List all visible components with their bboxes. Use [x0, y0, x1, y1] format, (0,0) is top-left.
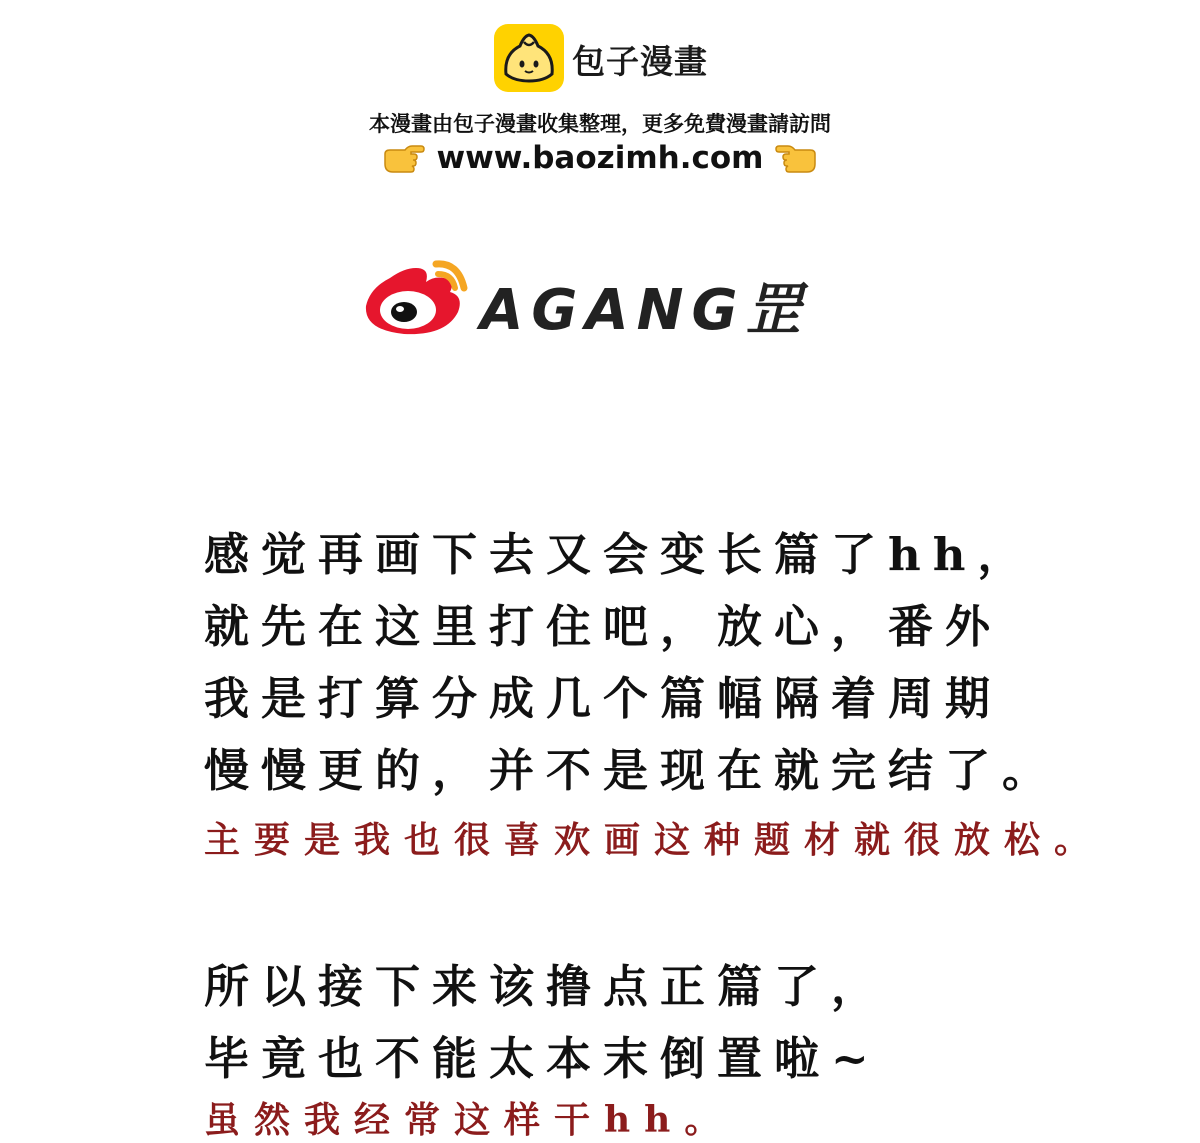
weibo-logo-icon	[360, 244, 472, 340]
afterword-line-3: 我是打算分成几个篇幅隔着周期	[204, 672, 1003, 725]
afterword-line-1: 感觉再画下去又会变长篇了hh，	[204, 528, 1035, 581]
site-url-row	[0, 138, 1200, 178]
site-url[interactable]: www.baozimh.com	[436, 140, 764, 176]
afterword-line-4: 慢慢更的，并不是现在就完结了。	[204, 744, 1060, 797]
pointing-right-hand-icon	[381, 142, 425, 174]
afterword-line-2: 就先在这里打住吧，放心，番外	[204, 600, 1003, 653]
afterword-note-2: 虽然我经常这样干hh。	[204, 1099, 735, 1141]
author-name: AGANG罡	[480, 278, 810, 343]
afterword-line-5: 所以接下来该撸点正篇了，	[204, 960, 889, 1013]
site-notice: 本漫畫由包子漫畫收集整理，更多免費漫畫請訪問	[369, 112, 831, 136]
pointing-left-hand-icon	[775, 142, 819, 174]
afterword-line-6: 毕竟也不能太本末倒置啦~	[204, 1032, 881, 1085]
bun-mascot-icon	[494, 24, 564, 92]
site-name: 包子漫畫	[572, 42, 708, 81]
afterword-note-1: 主要是我也很喜欢画这种题材就很放松。	[204, 819, 1105, 861]
